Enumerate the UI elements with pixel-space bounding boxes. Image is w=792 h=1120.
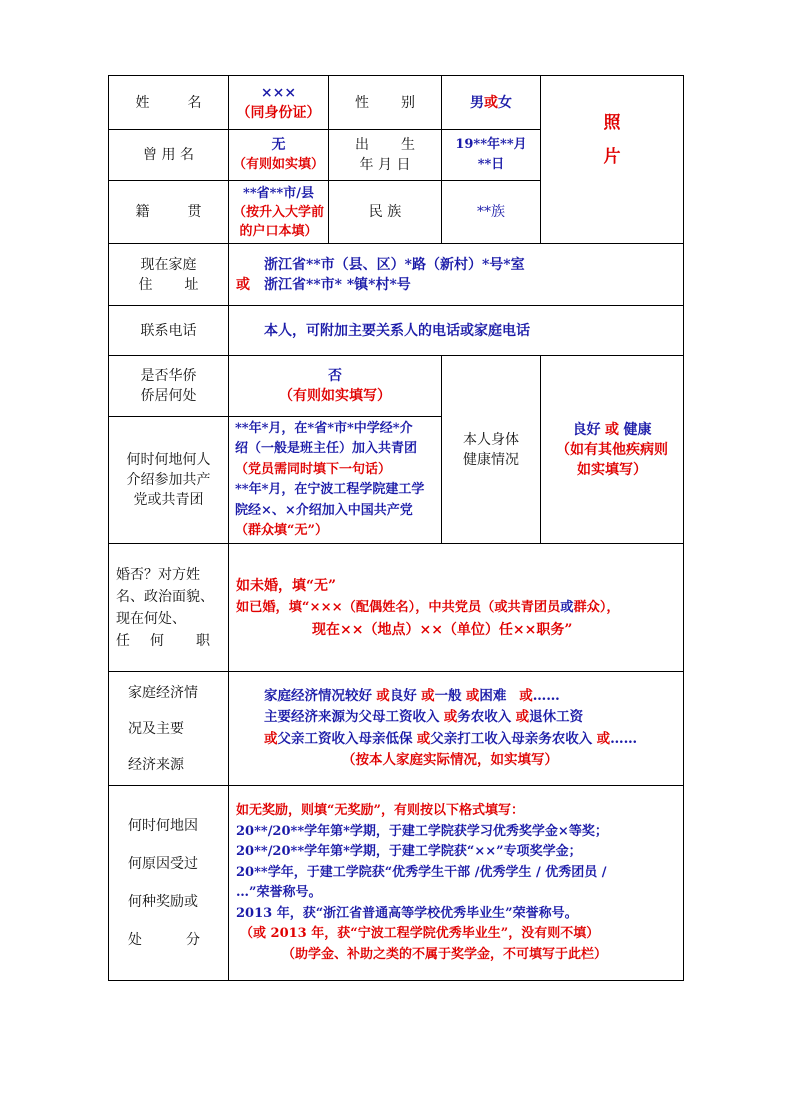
name-note: （同身份证）	[236, 104, 321, 121]
birth-label: 出 生 年 月 日	[355, 137, 415, 173]
former-name-label: 曾 用 名	[143, 147, 194, 163]
ethnicity-value: **族	[477, 204, 505, 220]
phone-value: 本人，可附加主要关系人的电话或家庭电话	[264, 322, 530, 339]
native-place-note: （按升入大学前	[232, 204, 324, 220]
address-value: 浙江省**市（县、区）*路（新村）*号*室 或 浙江省**市* *镇*村*号	[236, 256, 525, 293]
family-economy-label: 家庭经济情 况及主要 经济来源	[128, 684, 198, 773]
native-place-value-cell	[229, 181, 328, 243]
ethnicity-label: 民 族	[368, 204, 402, 220]
awards-value: 如无奖励，则填“无奖励”，有则按以下格式填写： 20**/20**学年第*学期，于建工学院获学习优秀奖学金×等奖； 20**/20**学年第*学期，于建工学院获“××”专项奖学金； 20**学年，于建工学院获“优秀学生干部 /优秀学生 / 优秀团员 / …”荣誉称号。 2013 年，获“浙江省普通高等学校优秀毕业生”荣誉称号。 （或 2013 年，获“宁波工程学院优秀毕业生”，没有则不填） （助学金、补助之类的不属于奖学金，不可填写于此栏）	[236, 803, 608, 962]
native-place-note: 的户口本填）	[239, 223, 318, 239]
name-value-cell	[229, 76, 328, 129]
table-border-right	[683, 75, 684, 980]
name-value: ×××	[260, 84, 297, 101]
marriage-label: 婚否？对方姓 名、政治面貌、 现在何处、 任 何 职	[116, 566, 214, 649]
table-border-bottom	[108, 980, 684, 981]
family-economy-value: 家庭经济情况较好 或良好 或一般 或困难 或…… 主要经济来源为父母工资收入 或务农收入 或退休工资 或父亲工资收入母亲低保 或父亲打工收入母亲务农收入 或…… （按本人家庭实际情况，如实填写）	[264, 687, 638, 768]
native-place-label: 籍 贯	[135, 204, 202, 220]
awards-label: 何时何地因 何原因受过 何种奖励或 处 分	[128, 818, 200, 948]
birth-value: 19**年**月 **日	[455, 137, 527, 172]
former-name-value: 无	[271, 137, 286, 153]
native-place-value: **省**市/县	[243, 185, 314, 201]
former-name-note: （有则如实填）	[232, 157, 324, 172]
former-name-value-cell	[229, 130, 328, 180]
phone-label: 联系电话	[140, 322, 197, 339]
overseas-label: 是否华侨 侨居何处	[140, 368, 197, 404]
overseas-value: 否 （有则如实填写）	[279, 368, 391, 404]
name-label: 姓 名	[135, 94, 202, 111]
gender-label: 性 别	[355, 94, 415, 111]
address-label: 现在家庭 住 址	[138, 256, 199, 293]
health-value: 良好 或 健康 （如有其他疾病则 如实填写）	[556, 421, 668, 478]
gender-value: 男或女	[470, 94, 512, 111]
party-league-label: 何时何地何人 介绍参加共产 党或共青团	[126, 452, 211, 508]
marriage-value: 如未婚，填“无” 如已婚，填“×××（配偶姓名），中共党员（或共青团员或群众）， 现在××（地点）××（单位）任××职务”	[236, 577, 620, 638]
photo-placeholder: 照 片	[603, 112, 621, 167]
party-league-value: **年*月，在*省*市*中学经*介 绍（一般是班主任）加入共青团 （党员需同时填下一句话） **年*月，在宁波工程学院建工学 院经×、×介绍加入中国共产党 （群众填“无”）	[235, 420, 425, 538]
health-label: 本人身体 健康情况	[463, 431, 519, 468]
